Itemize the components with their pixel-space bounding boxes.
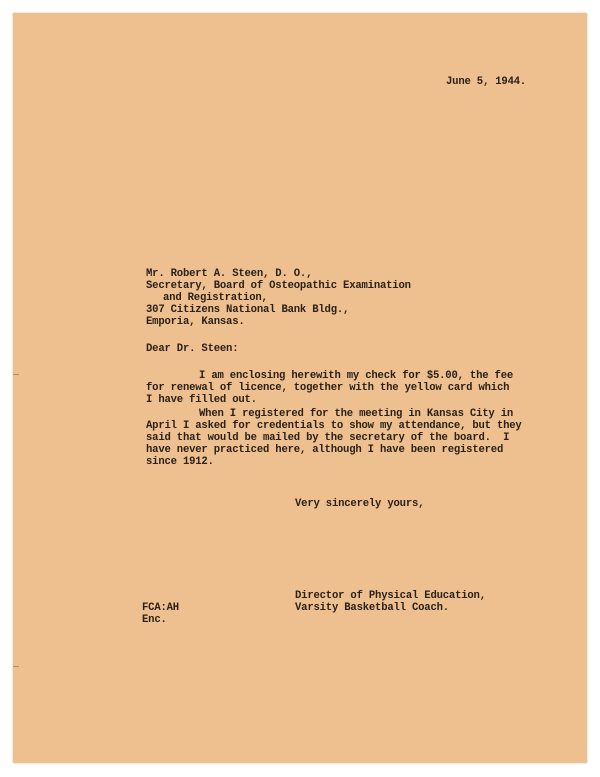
paragraph2-line-1: When I registered for the meeting in Kansas City in — [199, 408, 514, 420]
paragraph2-line-5: since 1912. — [146, 456, 214, 468]
reference-initials: FCA:AH — [142, 602, 179, 614]
signature-title-line-1: Director of Physical Education, — [295, 590, 486, 602]
address-line-2: Secretary, Board of Osteopathic Examination — [146, 280, 411, 292]
paragraph2-line-4: have never practiced here, although I have been registered — [146, 444, 504, 456]
address-line-1: Mr. Robert A. Steen, D. O., — [146, 268, 313, 280]
enclosure-note: Enc. — [142, 614, 167, 626]
letter-date: June 5, 1944. — [446, 76, 527, 88]
margin-fold-mark — [13, 374, 19, 375]
paragraph1-line-1: I am enclosing herewith my check for $5.00, the fee — [199, 370, 514, 382]
margin-fold-mark — [13, 666, 19, 667]
paragraph1-line-2: for renewal of licence, together with the yellow card which — [146, 382, 510, 394]
closing: Very sincerely yours, — [295, 498, 425, 510]
paragraph2-line-2: April I asked for credentials to show my attendance, but they — [146, 420, 522, 432]
address-line-4: 307 Citizens National Bank Bldg., — [146, 304, 350, 316]
salutation: Dear Dr. Steen: — [146, 343, 239, 355]
paragraph2-line-3: said that would be mailed by the secretary of the board. I — [146, 432, 510, 444]
address-line-5: Emporia, Kansas. — [146, 316, 245, 328]
paragraph1-line-3: I have filled out. — [146, 394, 257, 406]
letter-page — [13, 13, 587, 763]
address-line-3: and Registration, — [163, 292, 268, 304]
signature-title-line-2: Varsity Basketball Coach. — [295, 602, 449, 614]
